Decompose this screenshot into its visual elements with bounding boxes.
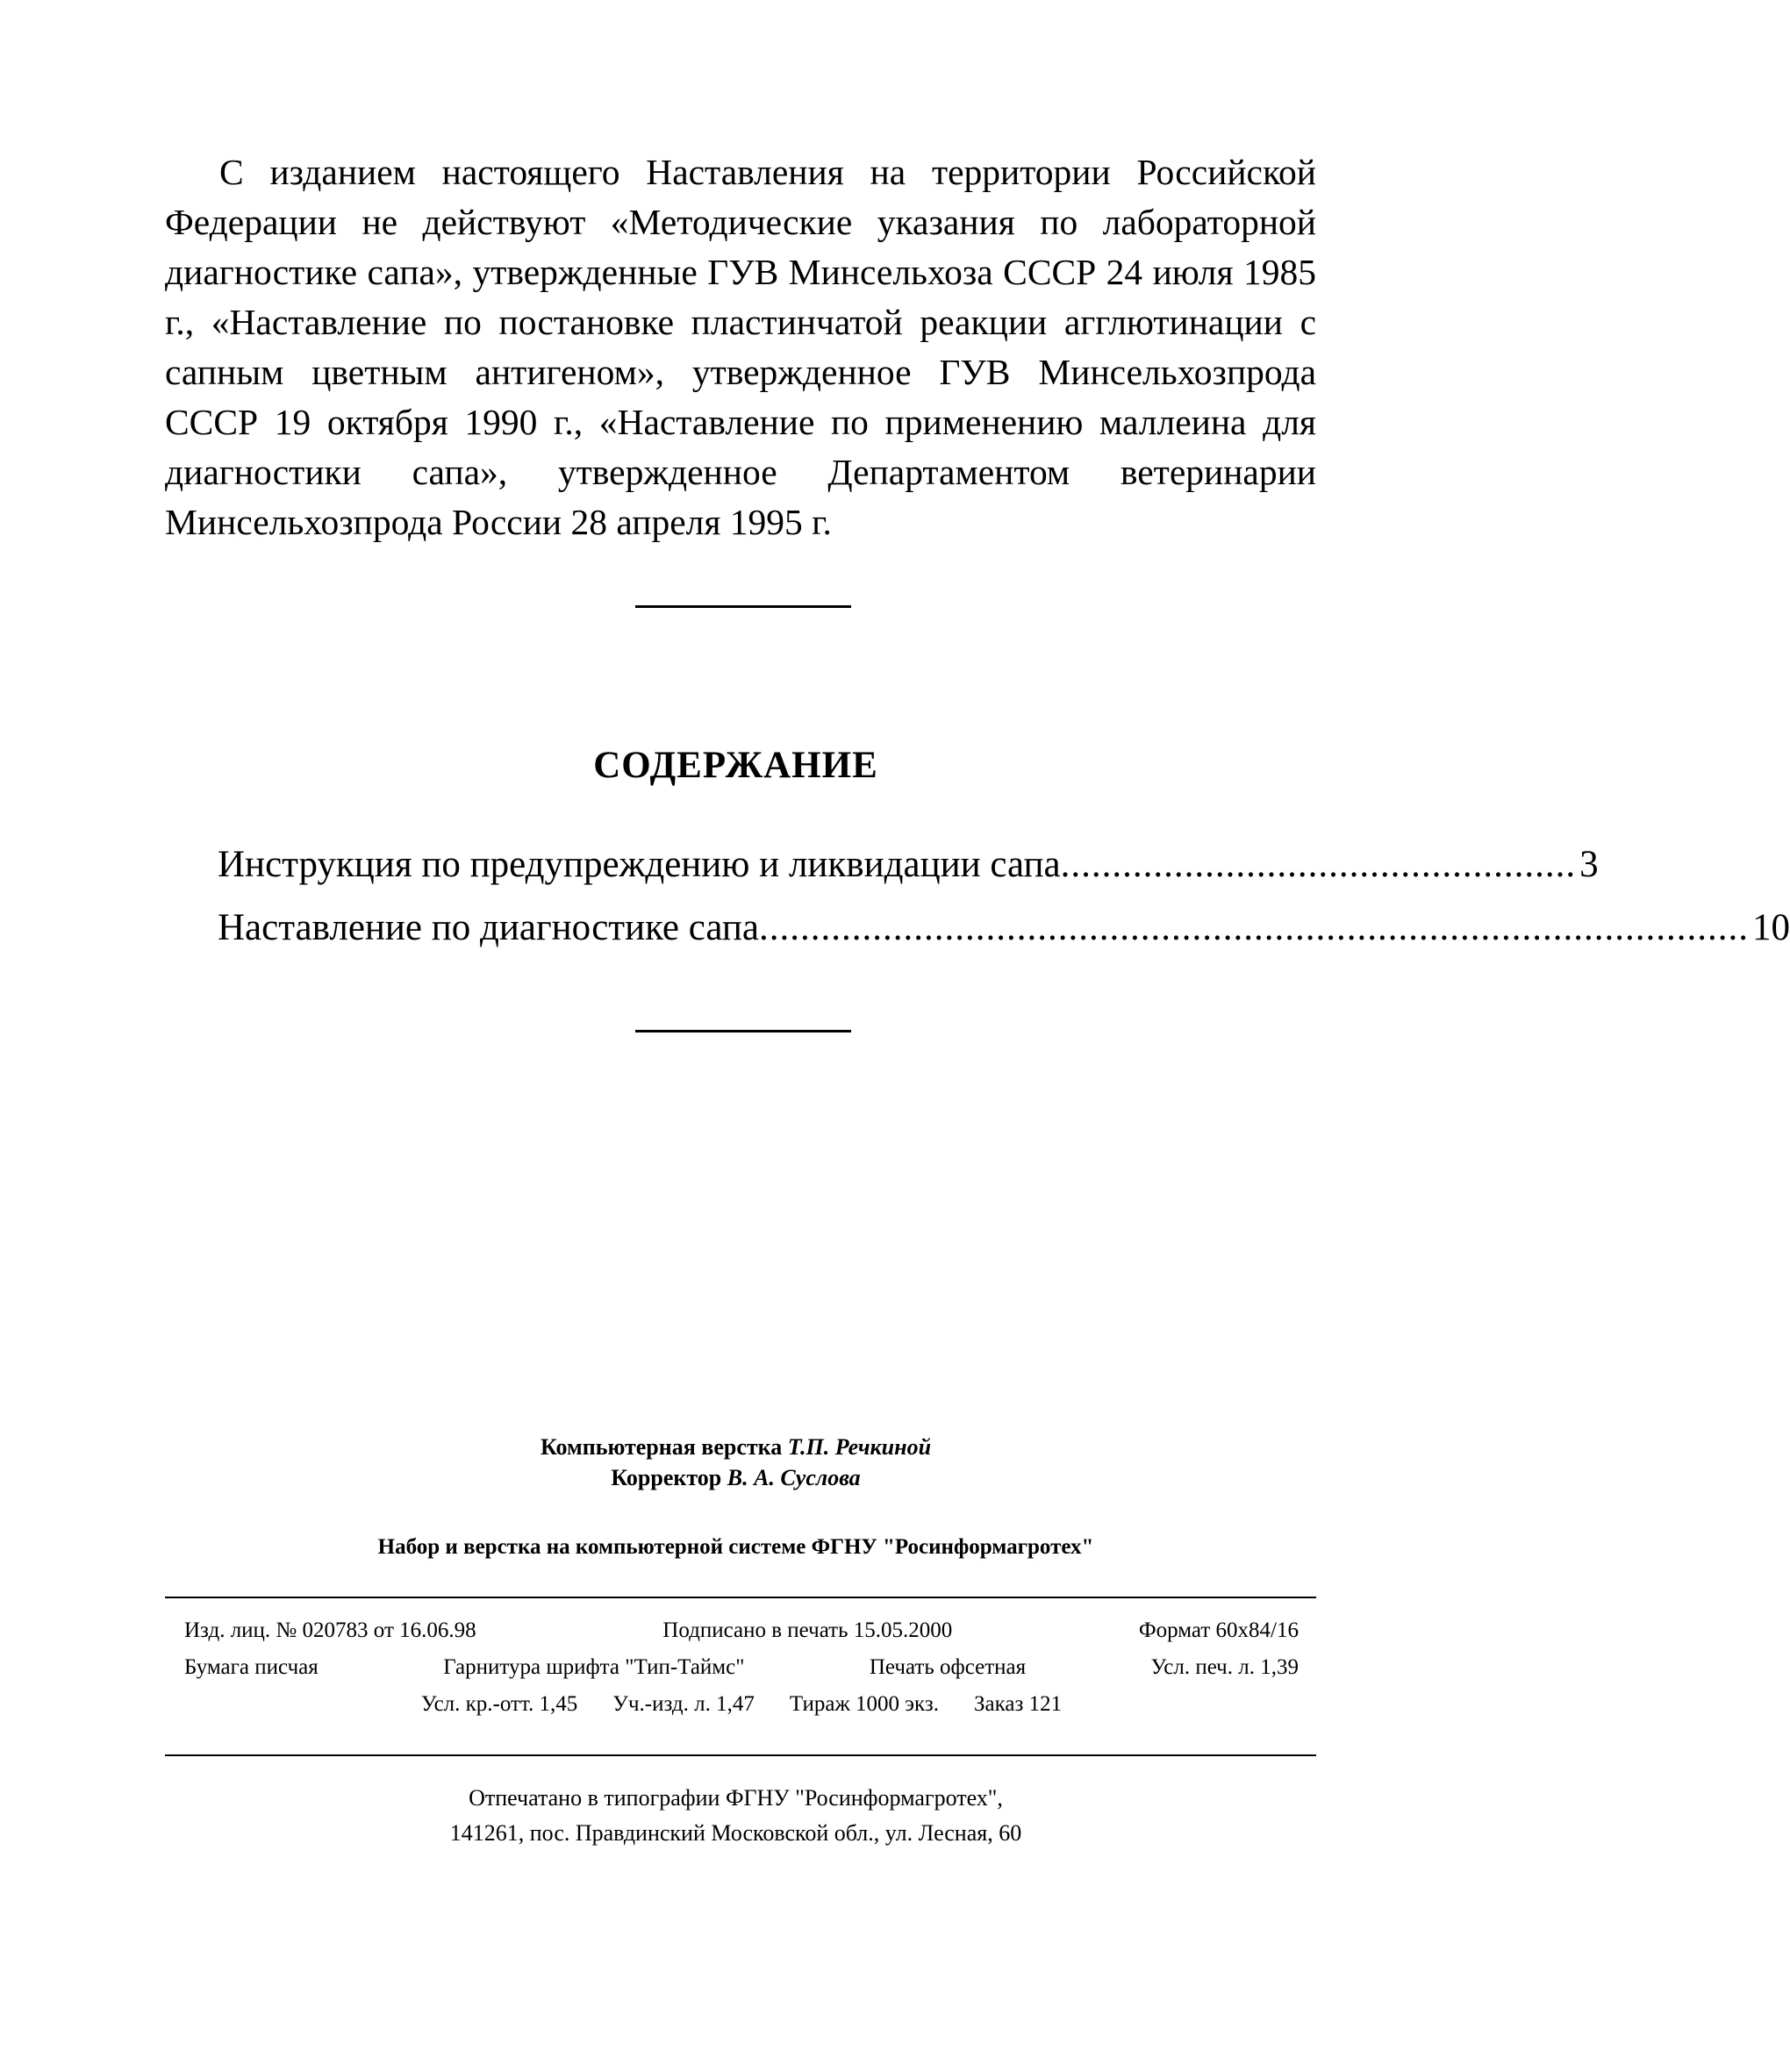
imprint-color-prints: Усл. кр.-отт. 1,45: [420, 1692, 578, 1716]
imprint-rule-bottom: [165, 1754, 1316, 1756]
typeset-note: Набор и верстка на компьютерной системе ФГНУ "Росинформагротех": [377, 1535, 1094, 1559]
imprint-row: [184, 1649, 1299, 1686]
imprint-format: Формат 60х84/16: [1138, 1618, 1299, 1642]
imprint-printing: Печать офсетная: [869, 1655, 1027, 1679]
toc-title: СОДЕРЖАНИЕ: [593, 745, 878, 786]
layout-credit: [0, 1432, 1471, 1462]
imprint-circulation: Тираж 1000 экз.: [789, 1692, 939, 1716]
layout-credit-label: Компьютерная верстка: [540, 1434, 783, 1460]
separator-rule-bottom: [635, 1030, 851, 1032]
printer-line-1: Отпечатано в типографии ФГНУ "Росинформагротех",: [469, 1785, 1003, 1811]
imprint-block: [184, 1612, 1299, 1723]
imprint-row: [184, 1686, 1299, 1723]
imprint-paper: Бумага писчая: [184, 1655, 319, 1679]
toc-item-leader: ..................................................: [1060, 844, 1577, 885]
imprint-print-sheets: Усл. печ. л. 1,39: [1150, 1655, 1299, 1679]
table-of-contents: [218, 833, 1790, 960]
imprint-typeface: Гарнитура шрифта "Тип-Таймс": [443, 1655, 745, 1679]
separator-rule-top: [635, 605, 851, 608]
imprint-publisher-sheets: Уч.-изд. л. 1,47: [612, 1692, 755, 1716]
toc-item-label: Инструкция по предупреждению и ликвидации сапа: [218, 844, 1061, 885]
toc-item-page: 10: [1752, 907, 1790, 948]
credits-block: [0, 1432, 1471, 1493]
imprint-license: Изд. лиц. № 020783 от 16.06.98: [184, 1618, 476, 1642]
toc-item-page: 3: [1579, 844, 1599, 885]
corrector-credit-label: Корректор: [611, 1465, 722, 1490]
toc-item: [218, 833, 1599, 897]
printer-line-2: 141261, пос. Правдинский Московской обл., ул. Лесная, 60: [449, 1820, 1022, 1846]
corrector-credit: [0, 1462, 1471, 1493]
corrector-credit-name: В. А. Суслова: [727, 1465, 861, 1490]
toc-item: [218, 897, 1790, 960]
imprint-row: [184, 1612, 1299, 1649]
layout-credit-name: Т.П. Речкиной: [787, 1434, 932, 1460]
imprint-order: Заказ 121: [973, 1692, 1063, 1716]
imprint-signed: Подписано в печать 15.05.2000: [662, 1618, 953, 1642]
printer-info: [0, 1781, 1471, 1851]
toc-item-leader: ................................................................................................: [759, 907, 1749, 948]
intro-paragraph: С изданием настоящего Наставления на территории Российской Федерации не действуют «Методические указания по лабораторной диагностике сапа», утвержденные ГУВ Минсельхоза СССР 24 июля 1985 г., «Наставление по постановке пластинчатой реакции агглютинации с сапным цветным антигеном», утвержденное ГУВ Минсельхозпрода СССР 19 октября 1990 г., «Наставление по применению маллеина для диагностики сапа», утвержденное Департаментом ветеринарии Минсельхозпрода России 28 апреля 1995 г.: [165, 152, 1316, 542]
toc-item-label: Наставление по диагностике сапа: [218, 907, 759, 948]
imprint-rule-top: [165, 1597, 1316, 1598]
